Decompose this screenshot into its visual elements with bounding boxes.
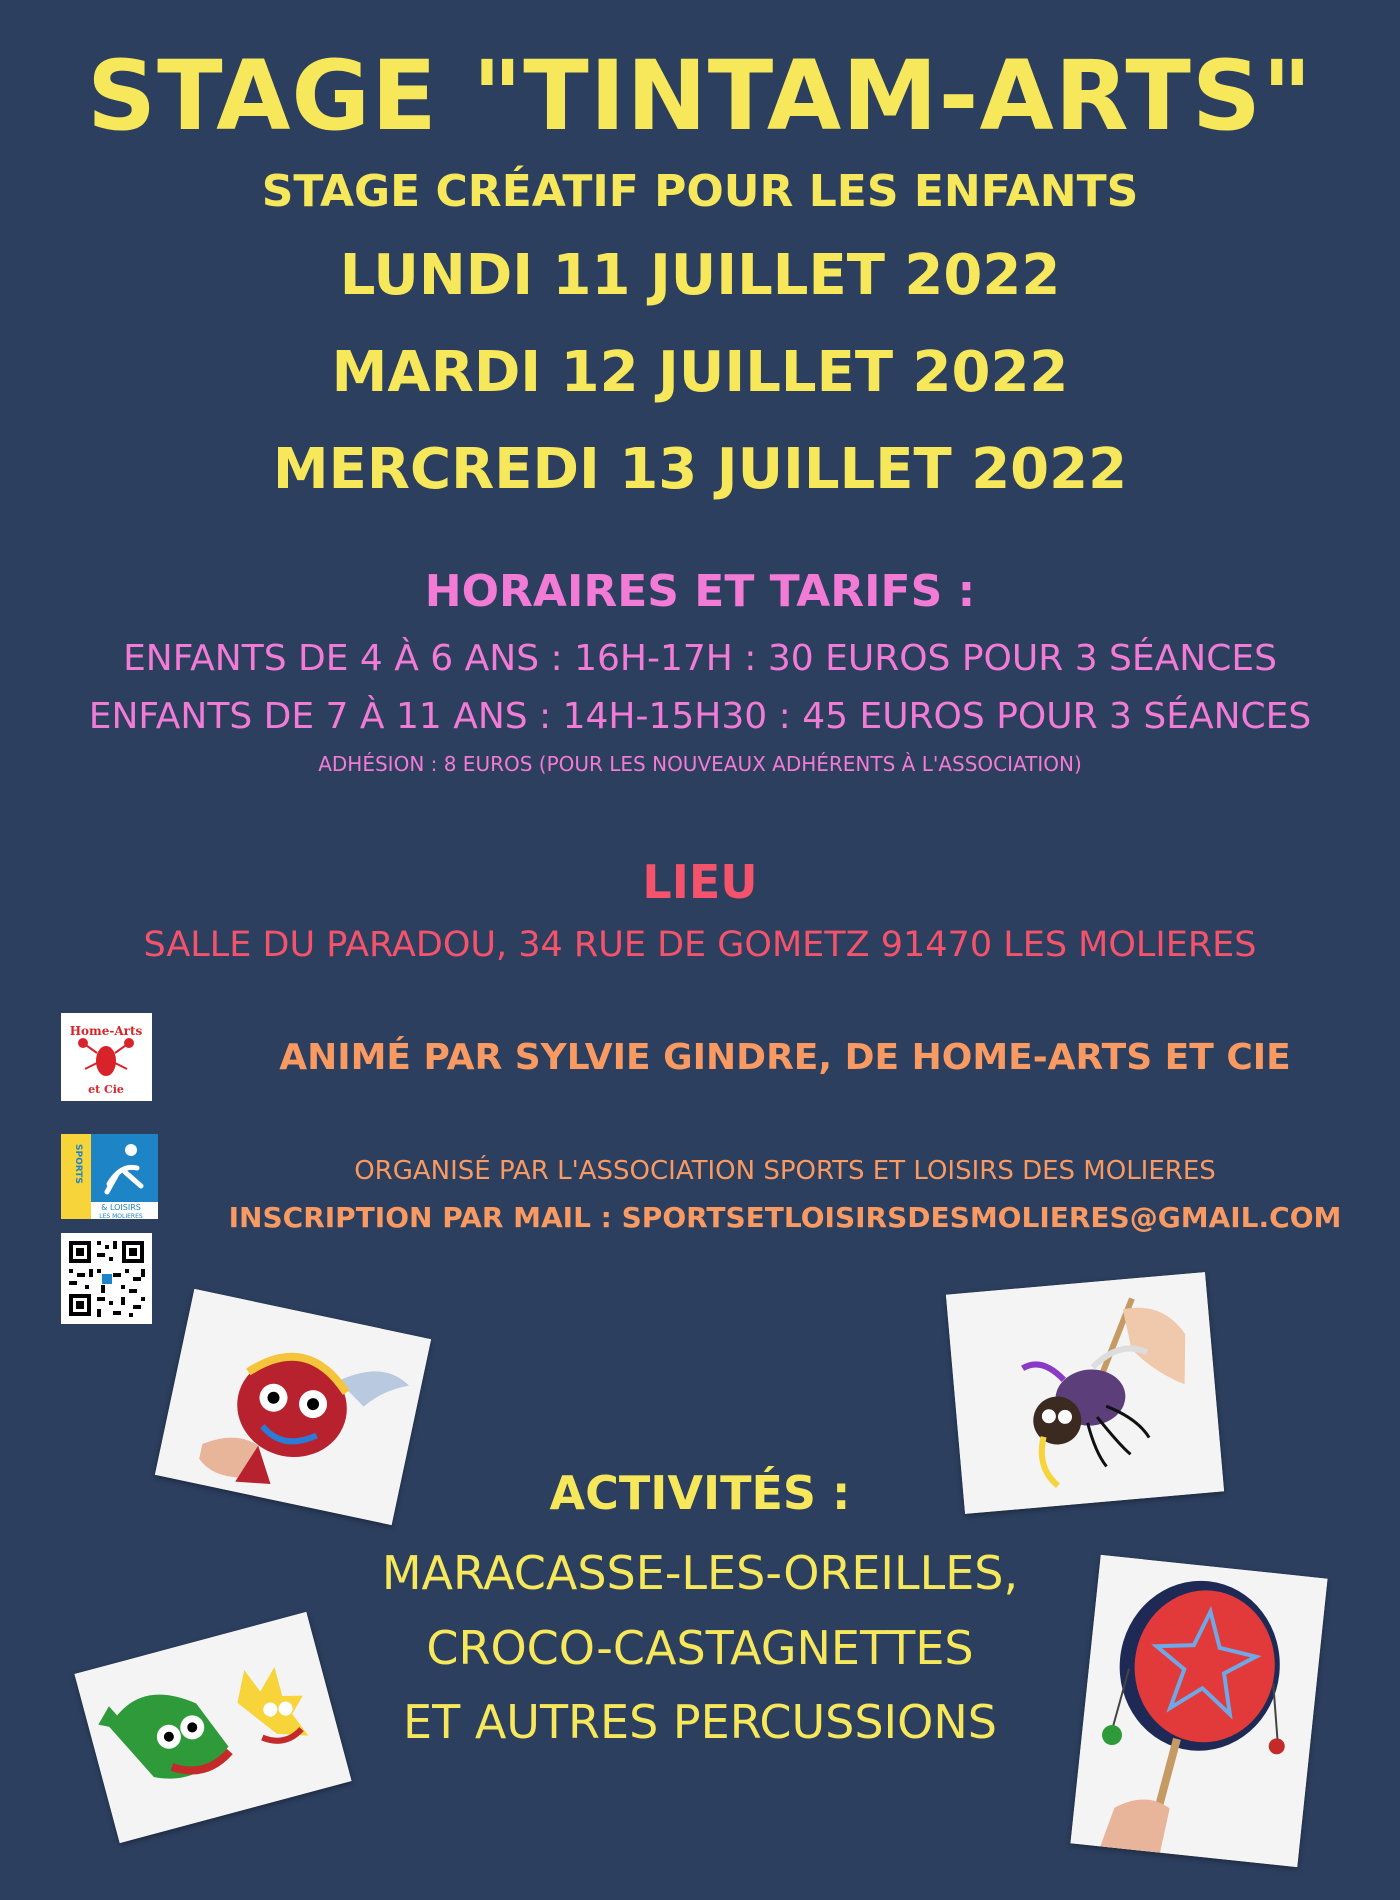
sports-logo-text: & LOISIRS [101,1203,141,1212]
home-arts-logo [61,1013,152,1101]
sports-logo-text: LES MOLIERES [99,1213,143,1219]
activity-item: ET AUTRES PERCUSSIONS [403,1695,997,1749]
membership-note: ADHÉSION : 8 EUROS (POUR LES NOUVEAUX ADHÉRENTS À L'ASSOCIATION) [318,752,1082,776]
animated-by-text: ANIMÉ PAR SYLVIE GINDRE, DE HOME-ARTS ET CIE [279,1037,1291,1078]
date-line: MARDI 12 JUILLET 2022 [331,340,1069,405]
sports-logo-text: SPORTS [73,1144,83,1184]
schedule-heading: HORAIRES ET TARIFS : [424,566,976,617]
activities-heading: ACTIVITÉS : [549,1466,851,1520]
page-title: STAGE "TINTAM-ARTS" [86,40,1314,152]
schedule-line: ENFANTS DE 7 À 11 ANS : 14H-15H30 : 45 EUROS POUR 3 SÉANCES [88,696,1312,737]
date-line: MERCREDI 13 JUILLET 2022 [272,437,1128,502]
registration-email-text: INSCRIPTION PAR MAIL : SPORTSETLOISIRSDESMOLIERES@GMAIL.COM [228,1201,1342,1234]
home-arts-logo-text: et Cie [88,1083,124,1096]
date-line: LUNDI 11 JUILLET 2022 [339,243,1061,308]
activity-item: MARACASSE-LES-OREILLES, [381,1546,1019,1600]
sports-loisirs-logo [61,1134,158,1219]
organized-by-text: ORGANISÉ PAR L'ASSOCIATION SPORTS ET LOISIRS DES MOLIERES [354,1156,1216,1186]
qr-code-icon [61,1233,152,1324]
lobster-icon [79,1039,133,1075]
qr-code [61,1233,152,1324]
location-heading: LIEU [642,855,758,909]
page-subtitle: STAGE CRÉATIF POUR LES ENFANTS [261,166,1139,217]
home-arts-logo-text: Home-Arts [69,1024,143,1038]
location-address: SALLE DU PARADOU, 34 RUE DE GOMETZ 91470 LES MOLIERES [143,925,1257,965]
activity-item: CROCO-CASTAGNETTES [426,1621,974,1675]
schedule-line: ENFANTS DE 4 À 6 ANS : 16H-17H : 30 EUROS POUR 3 SÉANCES [123,638,1277,679]
